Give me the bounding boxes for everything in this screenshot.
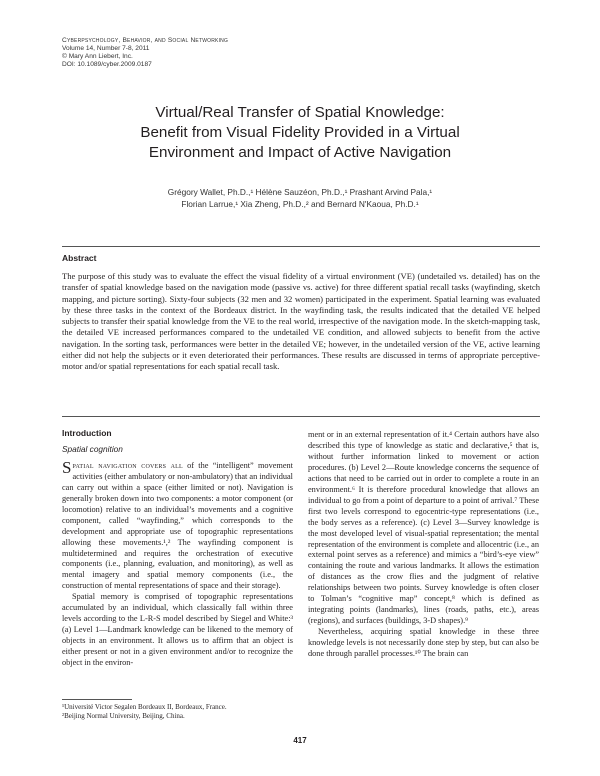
paragraph: Nevertheless, acquiring spatial knowledge in these three knowledge levels is not necessarily done step by step, but can also be done through parallel processes.¹⁰ The brain can: [308, 627, 539, 659]
footnotes: [62, 703, 227, 721]
journal-header: [62, 37, 228, 69]
left-column: [62, 428, 293, 669]
paragraph-text: of the “intelligent” movement activities (either ambulatory or non-ambulatory) that an individual can carry out within a space (either limited or not). Navigation is generally broken down into two components: a motor component (or locomotion) relative to an individual’s movements and a cognitive component, called “wayfinding,” which corresponds to the development and appropriate use of topographic representations allowing these movements.¹,² The wayfinding component is multidetermined and requires the orchestration of executive components (i.e., planning, evaluation, and monitoring), as well as mental imagery and spatial memory components (i.e., the construction of mental representations of space and their storage).: [62, 460, 293, 591]
abstract-top-rule: [62, 246, 540, 247]
paragraph: Spatial memory is comprised of topographic representations accumulated by an individual, which classically fall within three levels according to the L-R-S model described by Siegel and White:³ (a) Level 1—Landmark knowledge can be likened to the memory of objects in an environment. It allows us to affirm that an object is either present or not in a given environment and/or to recognize the object in the environ-: [62, 592, 293, 668]
title-line: Virtual/Real Transfer of Spatial Knowledge:: [155, 104, 445, 121]
author-line: Grégory Wallet, Ph.D.,¹ Hélène Sauzéon, Ph.D.,¹ Prashant Arvind Pala,¹: [167, 187, 433, 197]
copyright: © Mary Ann Liebert, Inc.: [62, 53, 133, 60]
title-line: Benefit from Visual Fidelity Provided in a Virtual: [140, 124, 460, 141]
footnote: ²Beijing Normal University, Beijing, China.: [62, 712, 185, 721]
abstract-text: The purpose of this study was to evaluate the effect the visual fidelity of a virtual environment (VE) (undetailed vs. detailed) has on the transfer of spatial knowledge based on the navigation mode (passive vs. active) for three different spatial recall tasks (wayfinding, sketch mapping, and picture sorting). Sixty-four subjects (32 men and 32 women) participated in the experiment. Spatial learning was evaluated by these three tasks in the context of the Bordeaux district. In the wayfinding task, the results indicated that the detailed VE helped subjects to transfer their spatial knowledge from the VE to the real world, irrespective of the navigation mode. In the sketch-mapping task, the detailed VE increased performances compared to the undetailed VE condition, and allowed subjects to benefit from the active navigation. In the sorting task, performances were better in the detailed VE; however, in the undetailed version of the VE, active learning either did not help the subjects or it even deteriorated their performances. These results are discussed in terms of appropriate perceptive-motor and/or spatial representations for each spatial recall task.: [62, 271, 540, 372]
footnote: ¹Université Victor Segalen Bordeaux II, Bordeaux, France.: [62, 703, 227, 711]
footnote-rule: [62, 699, 132, 700]
page-number: 417: [293, 736, 307, 745]
section-heading: Introduction: [62, 428, 112, 438]
article-title: [60, 103, 540, 163]
abstract-bottom-rule: [62, 416, 540, 417]
journal-name: Cyberpsychology, Behavior, and Social Networking: [62, 37, 229, 44]
author-line: Florian Larrue,¹ Xia Zheng, Ph.D.,² and Bernard N'Kaoua, Ph.D.¹: [181, 198, 419, 209]
paragraph: ment or in an external representation of it.⁴ Certain authors have also described this type of knowledge as static and declarative,⁵ that is, without further information linked to movement or action procedures. (b) Level 2—Route knowledge concerns the sequence of actions that need to be carried out in order to complete a route in an environment.⁶ It is therefore procedural knowledge that allows an individual to go from a point of departure to a point of arrival.⁷ These first two levels correspond to egocentric-type representations (i.e., the body serves as a reference). (c) Level 3—Survey knowledge is the most developed level of visual-spatial representation; the mental representation of the environment is complete and allocentric (i.e., an external point serves as a reference) and mimics a “bird’s-eye view” containing the route and various landmarks. It allows the estimation of distances as the crow flies and the judgment of relative relationships between two points. Survey knowledge is often closer to Tolman’s “cognitive map” concept,⁸ which is defined as integrating points (landmarks), lines (roads, paths, etc.), areas (regions), and surfaces (buildings, 3-D shapes).⁹: [308, 430, 539, 626]
paragraph: [62, 457, 293, 592]
lead-smallcaps: patial navigation covers all: [72, 460, 183, 470]
drop-cap: S: [62, 457, 72, 477]
right-column: [308, 430, 539, 660]
abstract-heading: Abstract: [62, 253, 97, 263]
subsection-heading: Spatial cognition: [62, 443, 123, 454]
title-line: Environment and Impact of Active Navigation: [148, 144, 452, 161]
author-list: [60, 187, 540, 210]
doi: DOI: 10.1089/cyber.2009.0187: [62, 61, 152, 68]
volume-info: Volume 14, Number 7-8, 2011: [62, 45, 150, 52]
